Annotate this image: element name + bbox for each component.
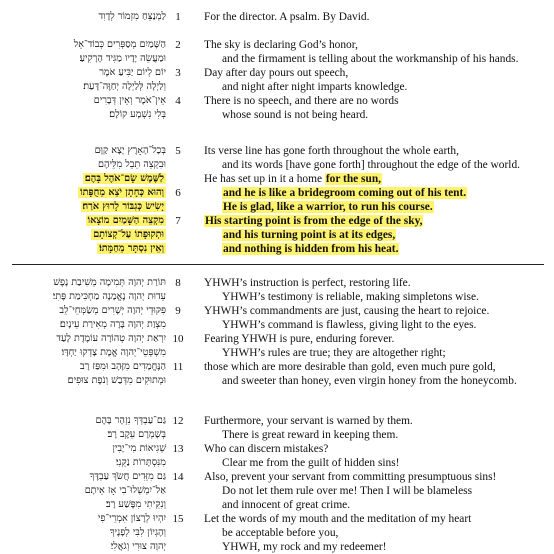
hebrew-text (40, 228, 166, 242)
english-text: those which are more desirable than gold, even much pure gold, (204, 361, 496, 373)
hebrew-text: בְּכָל־הָאָרֶץ יָצָא קַוָּם (94, 145, 166, 156)
english-highlight: and nothing is hidden from his heat. (223, 243, 399, 255)
verse-number: 3 (175, 67, 181, 79)
hebrew-text: אַל־יִמְשְׁלוּ־בִי אָז אֵיתָם (84, 485, 166, 496)
english-text: Fearing YHWH is pure, enduring forever. (204, 333, 395, 345)
verse-line-4b (0, 108, 554, 122)
hebrew-text: תּוֹרַת יְהוָה תְּמִימָה מְשִׁיבַת נָפֶשׁ (53, 277, 166, 288)
verse-line-12b (0, 428, 554, 442)
english-text: be acceptable before you, (222, 527, 339, 539)
english-text: whose sound is not being heard. (222, 109, 369, 121)
english-text: Its verse line has gone forth throughout the whole earth, (204, 145, 459, 157)
english-text: YHWH’s testimony is reliable, making simpletons wise. (222, 291, 479, 303)
english-text: YHWH’s instruction is perfect, restoring life. (204, 277, 411, 289)
hebrew-text: עֵדוּת יְהוָה נֶאֱמָנָה מַחְכִּימַת פֶּתִי׃ (52, 291, 166, 302)
hebrew-text: יוֹם לְיוֹם יַבִּיעַ אֹמֶר (99, 67, 166, 78)
english-text: There is great reward in keeping them. (222, 429, 399, 441)
verse-line-13a (0, 442, 554, 456)
verse-number: 1 (175, 11, 181, 23)
verse-number: 9 (175, 305, 181, 317)
hebrew-highlight: לַשֶּׁמֶשׁ שָׂם־אֹהֶל בָּהֶם׃ (84, 173, 164, 184)
hebrew-text: וּמְתוּקִים מִדְּבַשׁ וְנֹפֶת צוּפִים׃ (67, 375, 166, 386)
hebrew-text: מִשְׁפְּטֵי־יְהוָה אֱמֶת צָדְקוּ יַחְדָּו׃ (61, 347, 166, 358)
verse-number: 11 (172, 361, 184, 373)
hebrew-text: יִהְיוּ לְרָצוֹן אִמְרֵי־פִי (97, 513, 166, 524)
hebrew-text (40, 186, 166, 200)
hebrew-text: בְּשָׁמְרָם עֵקֶב רָב׃ (107, 429, 166, 440)
hebrew-text: וְנִקֵּיתִי מִפֶּשַׁע רָב׃ (106, 499, 166, 510)
section-divider (12, 264, 544, 265)
hebrew-text: וְלַיְלָה לְּלַיְלָה יְחַוֶּה־דָּעַת׃ (83, 81, 166, 92)
verse-line-15a (0, 512, 554, 526)
verse-line-9a (0, 304, 554, 318)
english-text (222, 242, 554, 256)
verse-line-5b (0, 158, 554, 172)
english-highlight: and his turning point is at its edges, (223, 229, 396, 241)
english-text (204, 172, 554, 186)
hebrew-highlight: וְהוּא כְּחָתָן יֹצֵא מֵחֻפָּתוֹ (80, 187, 164, 198)
english-text: and sweeter than honey, even virgin honey from the honeycomb. (222, 375, 517, 387)
english-text (222, 228, 554, 242)
english-text: Day after day pours out speech, (204, 67, 349, 79)
hebrew-text: גַּם־עַבְדְּךָ נִזְהָר בָּהֶם (95, 415, 166, 426)
english-text: Let the words of my mouth and the meditation of my heart (204, 513, 472, 525)
hebrew-text: בְּלִי נִשְׁמָע קוֹלָם׃ (109, 109, 166, 120)
english-text: Clear me from the guilt of hidden sins! (222, 457, 400, 469)
verse-line-8b (0, 290, 554, 304)
english-text: and night after night imparts knowledge. (222, 81, 408, 93)
english-text: Furthermore, your servant is warned by them. (204, 415, 413, 427)
verse-line-5a (0, 144, 554, 158)
hebrew-text: יִרְאַת יְהוָה טְהוֹרָה עוֹמֶדֶת לָעַד (56, 333, 166, 344)
english-text: For the director. A psalm. By David. (204, 11, 370, 23)
english-text: YHWH’s command is flawless, giving light to the eyes. (222, 319, 477, 331)
hebrew-text: וּבִקְצֵה תֵבֵל מִלֵּיהֶם (97, 159, 166, 170)
hebrew-text: גַּם מִזֵּדִים חֲשֹׂךְ עַבְדֶּךָ (89, 471, 166, 482)
verse-line-12a (0, 414, 554, 428)
english-text (222, 200, 554, 214)
hebrew-highlight: וּתְקוּפָתוֹ עַל־קְצוֹתָם (93, 229, 164, 240)
verse-line-2a (0, 38, 554, 52)
verse-number: 14 (172, 471, 184, 483)
hebrew-text: וְהֶגְיוֹן לִבִּי לְפָנֶיךָ (109, 527, 166, 538)
verse-number: 7 (175, 215, 181, 227)
english-text: There is no speech, and there are no words (204, 95, 399, 107)
english-text: and innocent of great crime. (222, 499, 351, 511)
verse-line-7a (0, 214, 554, 228)
english-text: Also, prevent your servant from committing presumptuous sins! (204, 471, 497, 483)
verse-line-2b (0, 52, 554, 66)
english-text: Do not let them rule over me! Then I will be blameless (222, 485, 472, 497)
verse-line-7c (0, 242, 554, 256)
english-text (222, 186, 554, 200)
english-text (204, 214, 554, 228)
hebrew-highlight: מִקְצֵה הַשָּׁמַיִם מוֹצָאוֹ (87, 215, 164, 226)
verse-line-8a (0, 276, 554, 290)
verse-line-1 (0, 10, 554, 24)
hebrew-text: לַמְנַצֵּחַ מִזְמוֹר לְדָוִד (98, 11, 166, 22)
english-highlight: for the sun, (325, 173, 382, 185)
hebrew-text: הַנֶּחֱמָדִים מִזָּהָב וּמִפַּז רָב (80, 361, 166, 372)
english-text: YHWH’s commandments are just, causing the heart to rejoice. (204, 305, 490, 317)
verse-line-15b (0, 526, 554, 540)
english-text: The sky is declaring God’s honor, (204, 39, 358, 51)
verse-line-10b (0, 346, 554, 360)
verse-number: 4 (175, 95, 181, 107)
verse-line-15c (0, 540, 554, 554)
verse-line-5c (0, 172, 554, 186)
verse-number: 15 (172, 513, 184, 525)
hebrew-text: הַשָּׁמַיִם מְסַפְּרִים כְּבוֹד־אֵל (73, 39, 166, 50)
verse-line-6a (0, 186, 554, 200)
hebrew-text: שְׁגִיאוֹת מִי־יָבִין (112, 443, 166, 454)
english-text: YHWH’s rules are true; they are altogether right; (222, 347, 446, 359)
verse-number: 5 (175, 145, 181, 157)
verse-line-6b (0, 200, 554, 214)
hebrew-highlight: וְאֵין נִסְתָּר מֵחַמָּתוֹ׃ (99, 243, 164, 254)
verse-number: 8 (175, 277, 181, 289)
hebrew-text: יְהוָה צוּרִי וְגֹאֲלִי׃ (110, 541, 166, 552)
verse-line-11b (0, 374, 554, 388)
english-text: and the firmament is telling about the workmanship of his hands. (222, 53, 519, 65)
verse-line-11a (0, 360, 554, 374)
verse-number: 10 (172, 333, 184, 345)
verse-line-4a (0, 94, 554, 108)
hebrew-highlight: יָשִׂישׂ כְּגִבּוֹר לָרוּץ אֹרַח׃ (82, 201, 164, 212)
hebrew-text: מִנִּסְתָּרוֹת נַקֵּנִי׃ (115, 457, 166, 468)
english-highlight: He is glad, like a warrior, to run his course. (223, 201, 433, 213)
hebrew-text: וּמַעֲשֵׂה יָדָיו מַגִּיד הָרָקִיעַ׃ (79, 53, 166, 64)
verse-line-14b (0, 484, 554, 498)
verse-line-9b (0, 318, 554, 332)
hebrew-text: פִּקּוּדֵי יְהוָה יְשָׁרִים מְשַׂמְּחֵי־לֵב (59, 305, 166, 316)
english-text: and its words [have gone forth] throughout the edge of the world. (222, 159, 520, 171)
english-text: Who can discern mistakes? (204, 443, 329, 455)
english-text: YHWH, my rock and my redeemer! (222, 541, 387, 553)
hebrew-text (40, 172, 166, 186)
hebrew-text (40, 214, 166, 228)
verse-number: 6 (175, 187, 181, 199)
english-highlight: and he is like a bridegroom coming out of his tent. (223, 187, 467, 199)
hebrew-text (40, 200, 166, 214)
verse-line-7b (0, 228, 554, 242)
hebrew-text (40, 242, 166, 256)
english-plain-part: He has set up in it a home (204, 173, 325, 185)
hebrew-text: מִצְוַת יְהוָה בָּרָה מְאִירַת עֵינָיִם׃ (59, 319, 166, 330)
english-highlight: His starting point is from the edge of the sky, (205, 215, 423, 227)
verse-number: 13 (172, 443, 184, 455)
verse-line-3a (0, 66, 554, 80)
verse-number: 2 (175, 39, 181, 51)
verse-line-13b (0, 456, 554, 470)
verse-number: 12 (172, 415, 184, 427)
verse-line-3b (0, 80, 554, 94)
verse-line-14a (0, 470, 554, 484)
verse-line-10a (0, 332, 554, 346)
hebrew-text: אֵין־אֹמֶר וְאֵין דְּבָרִים (93, 95, 166, 106)
verse-line-14c (0, 498, 554, 512)
